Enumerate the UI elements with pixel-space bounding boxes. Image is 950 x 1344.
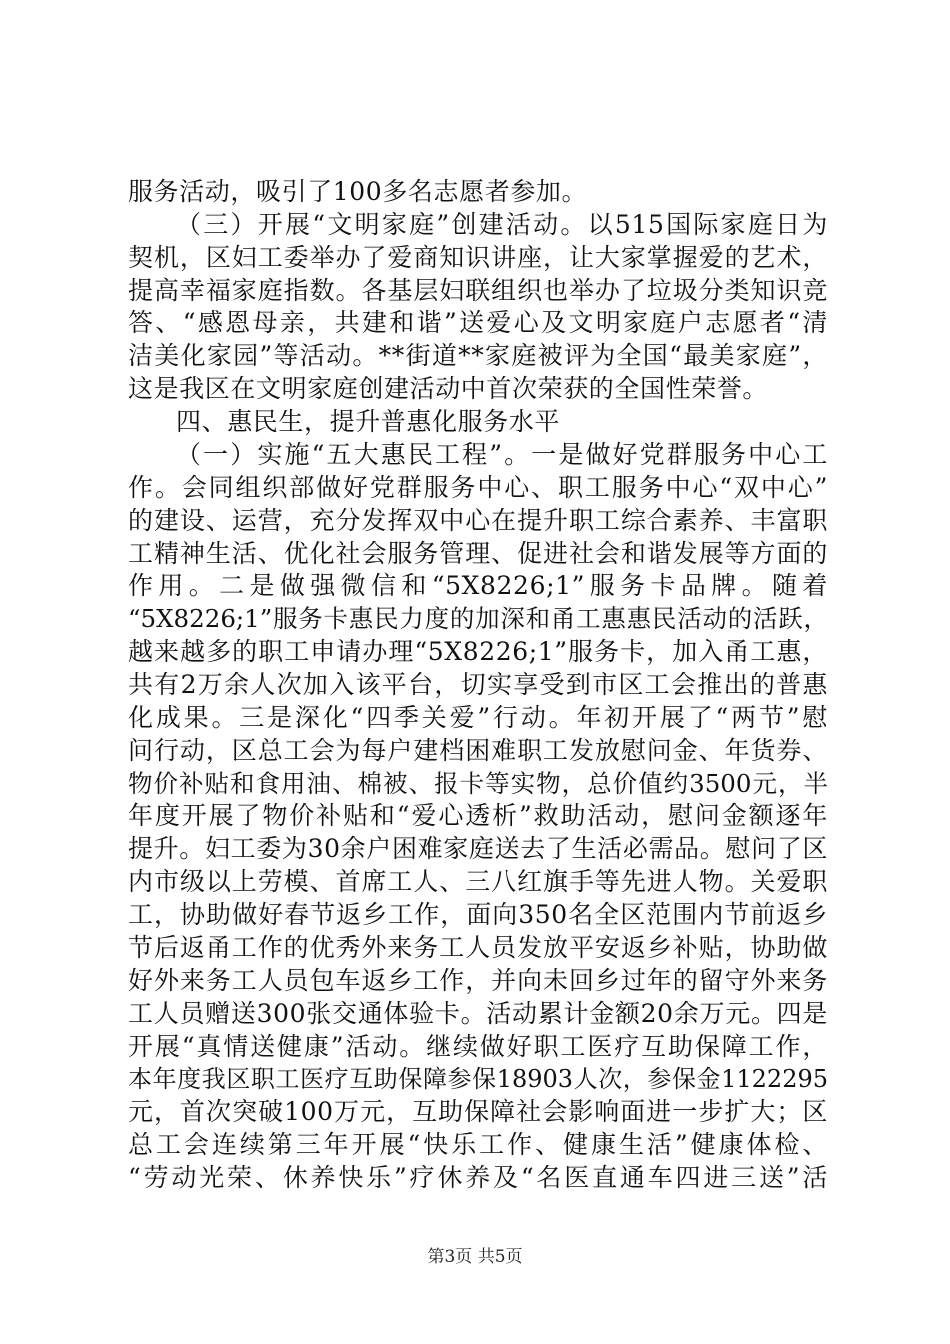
text-line: 洁美化家园”等活动。**街道**家庭被评为全国“最美家庭”，	[128, 341, 828, 370]
text-line: “劳动光荣、休养快乐”疗休养及“名医直通车四进三送”活	[128, 1163, 828, 1192]
text-line: 问行动，区总工会为每户建档困难职工发放慰问金、年货券、	[128, 736, 828, 765]
text-line: 好外来务工人员包车返乡工作，并向未回乡过年的留守外来务	[128, 966, 828, 995]
text-line: 年度开展了物价补贴和“爱心透析”救助活动，慰问金额逐年	[128, 801, 828, 830]
text-line: 作。会同组织部做好党群服务中心、职工服务中心“双中心”	[128, 473, 828, 502]
text-line: 化成果。三是深化“四季关爱”行动。年初开展了“两节”慰	[128, 703, 828, 732]
text-line: 的建设、运营，充分发挥双中心在提升职工综合素养、丰富职	[128, 506, 828, 535]
text-line: 节后返甬工作的优秀外来务工人员发放平安返乡补贴，协助做	[128, 933, 828, 962]
text-line: 答、“感恩母亲，共建和谐”送爱心及文明家庭户志愿者“清	[128, 308, 828, 337]
text-line: 工人员赠送300张交通体验卡。活动累计金额20余万元。四是	[128, 999, 828, 1028]
text-line: 物价补贴和食用油、棉被、报卡等实物，总价值约3500元，半	[128, 769, 828, 798]
text-line: 越来越多的职工申请办理“5X8226;1”服务卡，加入甬工惠，	[128, 637, 828, 666]
text-line: 共有2万余人次加入该平台，切实享受到市区工会推出的普惠	[128, 670, 828, 699]
text-line: 提高幸福家庭指数。各基层妇联组织也举办了垃圾分类知识竞	[128, 276, 828, 305]
section-heading: 四、惠民生，提升普惠化服务水平	[176, 407, 561, 436]
text-line: “5X8226;1”服务卡惠民力度的加深和甬工惠惠民活动的活跃，	[128, 604, 828, 633]
text-line: 总工会连续第三年开展“快乐工作、健康生活”健康体检、	[128, 1130, 828, 1159]
text-line: 作用。二是做强微信和“5X8226;1”服务卡品牌。随着	[128, 571, 828, 600]
text-line: 本年度我区职工医疗互助保障参保18903人次，参保金1122295	[128, 1065, 828, 1093]
text-line: 元，首次突破100万元，互助保障社会影响面进一步扩大；区	[128, 1097, 828, 1126]
text-line: 工精神生活、优化社会服务管理、促进社会和谐发展等方面的	[128, 539, 828, 568]
text-line: 工，协助做好春节返乡工作，面向350名全区范围内节前返乡	[128, 900, 828, 929]
text-line: 服务活动，吸引了100多名志愿者参加。	[128, 177, 588, 206]
text-line: 契机，区妇工委举办了爱商知识讲座，让大家掌握爱的艺术，	[128, 243, 828, 272]
text-line: （一）实施“五大惠民工程”。一是做好党群服务中心工	[176, 440, 828, 469]
page-number: 第3页 共5页	[427, 1247, 523, 1267]
text-line: 内市级以上劳模、首席工人、三八红旗手等先进人物。关爱职	[128, 867, 828, 896]
text-line: （三）开展“文明家庭”创建活动。以515国际家庭日为	[176, 210, 828, 239]
text-line: 提升。妇工委为30余户困难家庭送去了生活必需品。慰问了区	[128, 834, 828, 863]
text-line: 这是我区在文明家庭创建活动中首次荣获的全国性荣誉。	[128, 374, 769, 403]
text-line: 开展“真情送健康”活动。继续做好职工医疗互助保障工作，	[128, 1032, 828, 1061]
